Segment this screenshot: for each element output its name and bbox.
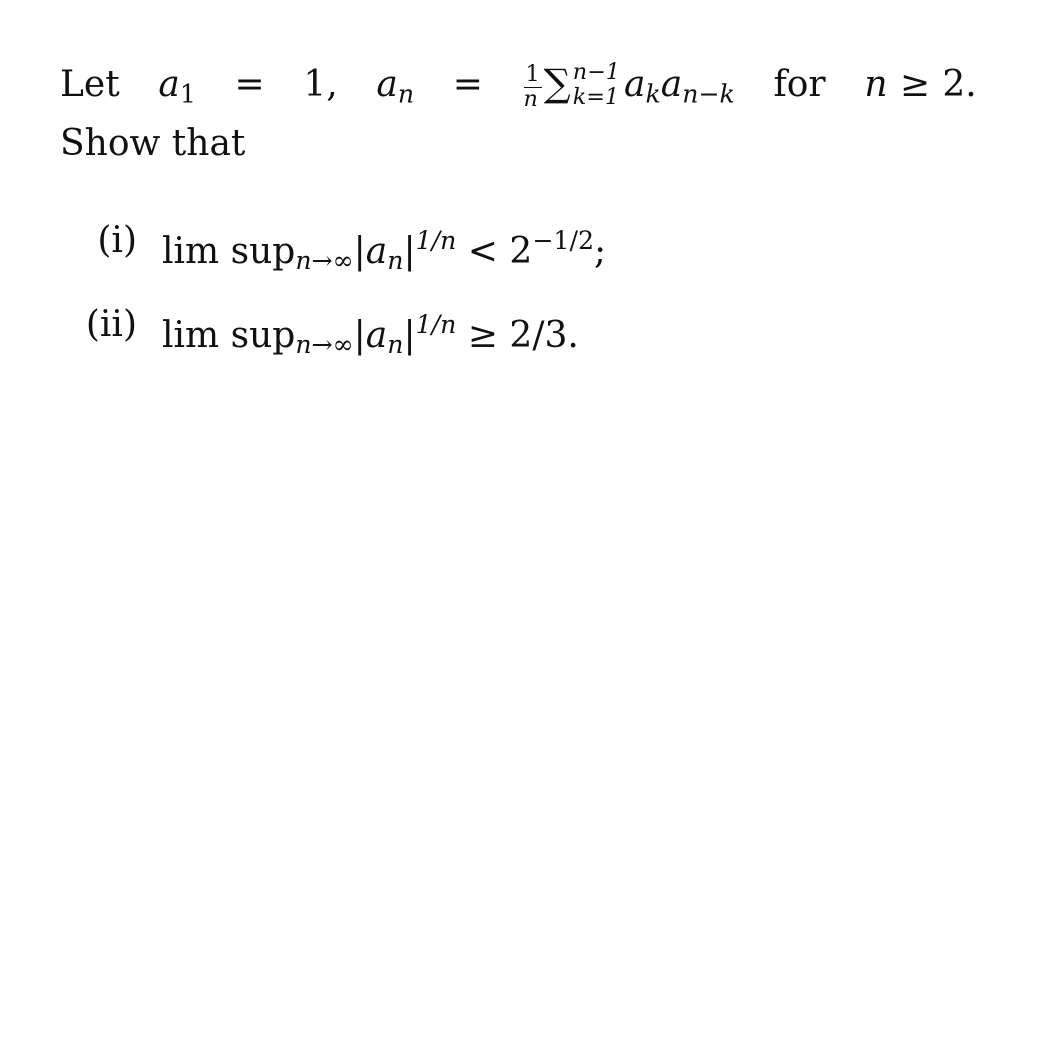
rhs-exponent: −1/2: [532, 226, 594, 256]
an-subscript: n: [397, 79, 415, 109]
summation-symbol: ∑: [543, 61, 571, 105]
relation-sign: ≥: [467, 315, 498, 357]
abs-open: |: [353, 231, 366, 273]
item-list: [60, 199, 1003, 367]
a1-value: 1,: [303, 64, 338, 105]
item-tail: ;: [593, 231, 607, 273]
item-label: (ii): [85, 304, 137, 346]
equals-sign-1: =: [234, 64, 265, 105]
abs-open: |: [353, 315, 366, 357]
an-symbol: a: [365, 231, 388, 273]
a1-subscript: 1: [179, 79, 196, 109]
word-show: Show: [60, 123, 161, 165]
an-subscript: n: [387, 246, 404, 276]
fraction-numerator: 1: [525, 61, 540, 88]
limsup-operator: lim sup: [162, 315, 296, 357]
two-dot: 2.: [942, 64, 977, 105]
a1-symbol: a: [158, 64, 180, 105]
item-formula: [162, 283, 579, 387]
problem-statement: [60, 58, 1003, 367]
abs-close: |: [403, 231, 416, 273]
ank-subscript: n−k: [682, 79, 735, 109]
ank-symbol: a: [660, 64, 683, 105]
limsup-subscript: n→∞: [295, 330, 354, 360]
an-subscript: n: [387, 330, 404, 360]
word-for: for: [773, 64, 826, 105]
rhs-base: 2: [509, 231, 533, 273]
relation-sign: <: [467, 231, 498, 273]
item-tail: .: [567, 315, 579, 357]
limsup-subscript: n→∞: [295, 246, 354, 276]
ak-symbol: a: [623, 64, 646, 105]
item-label: (i): [97, 220, 137, 262]
list-item: [60, 199, 1003, 283]
rhs-value: 2/3: [509, 315, 568, 357]
exponent: 1/n: [415, 226, 457, 256]
ak-subscript: k: [645, 79, 661, 109]
problem-paragraph: [60, 58, 1003, 169]
word-let: Let: [60, 64, 120, 105]
an-symbol: a: [376, 64, 398, 105]
n-variable: n: [864, 64, 888, 105]
fraction-one-over-n: [524, 63, 542, 111]
an-symbol: a: [365, 315, 388, 357]
equals-sign-2: =: [452, 64, 483, 105]
summation-limits: [573, 60, 620, 109]
summation-upper-limit: n−1: [572, 59, 620, 86]
exponent: 1/n: [415, 310, 457, 340]
limsup-operator: lim sup: [162, 231, 296, 273]
list-item: [60, 283, 1003, 367]
geq-sign: ≥: [899, 64, 930, 105]
fraction-denominator: n: [523, 85, 538, 112]
word-that: that: [171, 123, 246, 165]
abs-close: |: [403, 315, 416, 357]
summation-lower-limit: k=1: [572, 84, 620, 110]
